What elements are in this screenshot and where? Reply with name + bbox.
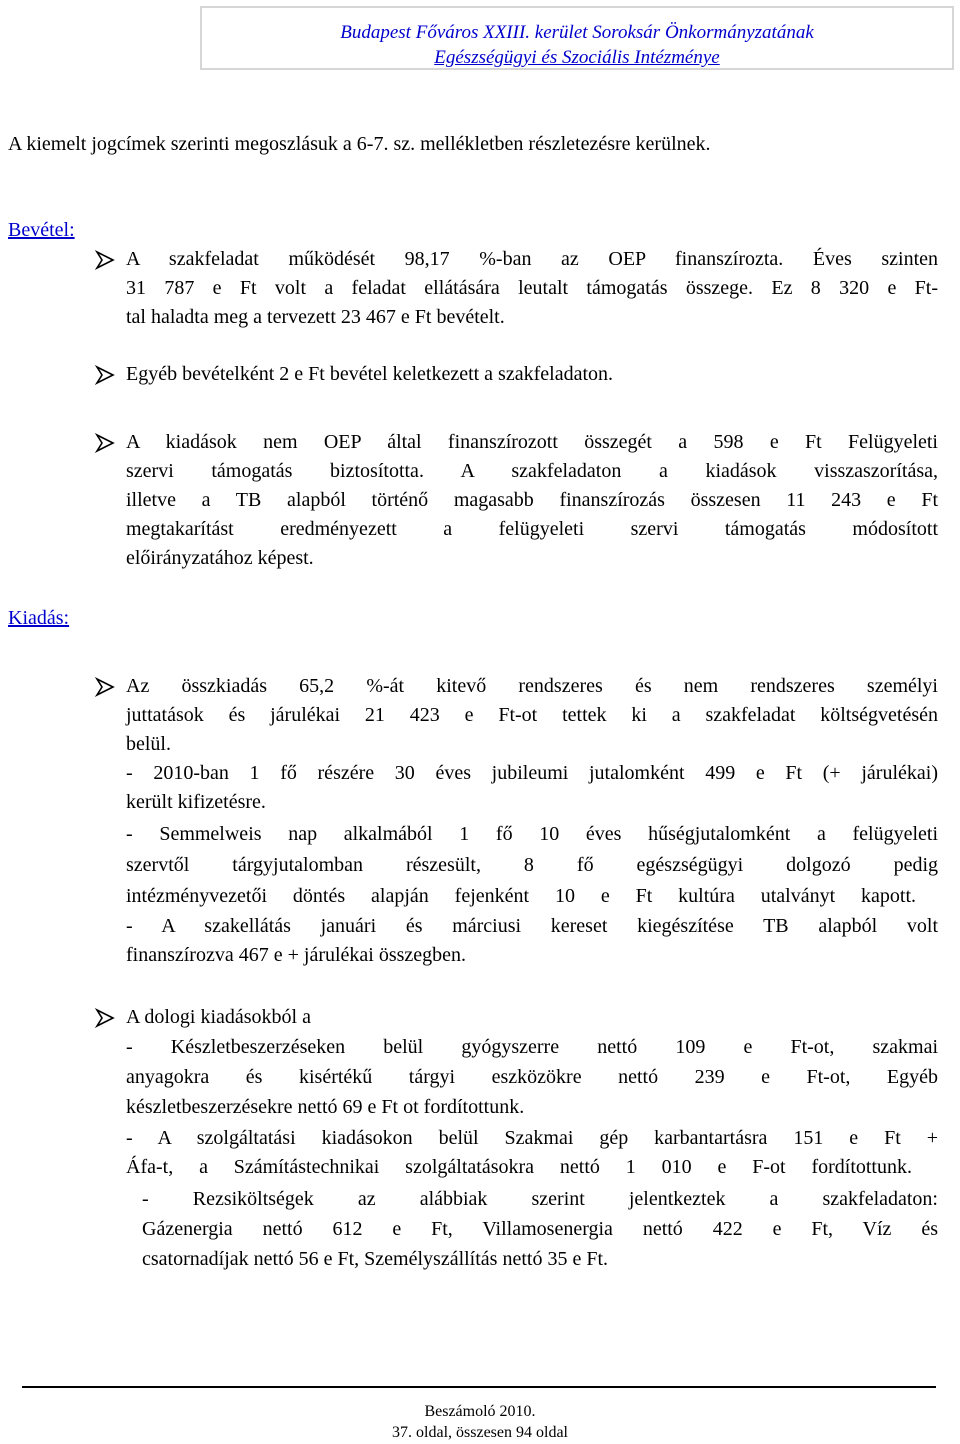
section-label-bevetel: Bevétel: xyxy=(8,219,75,241)
bevetel-item-3-line-2: szervi támogatás biztosította. A szakfeladaton a kiadások visszaszorítása, xyxy=(126,460,938,482)
bevetel-item-2: Egyéb bevételként 2 e Ft bevétel keletkezett a szakfeladaton. xyxy=(126,363,614,385)
kiadas-personal-line-5: került kifizetésre. xyxy=(126,791,266,813)
kiadas-dologi-line-6: Áfa-t, a Számítástechnikai szolgáltatásokra nettó 1 010 e F-ot fordítottunk. xyxy=(126,1156,912,1178)
footer-divider xyxy=(22,1386,936,1388)
bevetel-item-1-line-2: 31 787 e Ft volt a feladat ellátására leutalt támogatás összege. Ez 8 320 e Ft- xyxy=(126,277,938,299)
kiadas-dologi-line-2: - Készletbeszerzéseken belül gyógyszerre nettó 109 e Ft-ot, szakmai xyxy=(126,1036,938,1058)
bevetel-item-3-line-5: előirányzatához képest. xyxy=(126,547,314,569)
kiadas-rezsi-line-3: csatornadíjak nettó 56 e Ft, Személyszállítás nettó 35 e Ft. xyxy=(142,1248,609,1270)
kiadas-personal-line-4: - 2010-ban 1 fő részére 30 éves jubileumi jutalomként 499 e Ft (+ járulékai) xyxy=(126,762,938,784)
bevetel-item-1-line-3: tal haladta meg a tervezett 23 467 e Ft bevételt. xyxy=(126,306,505,328)
kiadas-rezsi-line-1: - Rezsiköltségek az alábbiak szerint jelentkeztek a szakfeladaton: xyxy=(142,1188,938,1210)
arrow-bullet-icon xyxy=(94,432,116,454)
kiadas-personal-line-10: finanszírozva 467 e + járulékai összegben. xyxy=(126,944,467,966)
header-institution-line1: Budapest Főváros XXIII. kerület Soroksár Önkormányzatának xyxy=(340,22,814,43)
header-institution-line2: Egészségügyi és Szociális Intézménye xyxy=(434,47,720,68)
bevetel-item-3-line-1: A kiadások nem OEP által finanszírozott összegét a 598 e Ft Felügyeleti xyxy=(126,431,938,453)
arrow-bullet-icon xyxy=(94,676,116,698)
kiadas-dologi-line-5: - A szolgáltatási kiadásokon belül Szakmai gép karbantartásra 151 e Ft + xyxy=(126,1127,938,1149)
arrow-bullet-icon xyxy=(94,249,116,271)
bevetel-item-1-line-1: A szakfeladat működését 98,17 %-ban az OEP finanszírozta. Éves szinten xyxy=(126,248,938,270)
kiadas-personal-line-2: juttatások és járulékai 21 423 e Ft-ot tettek ki a szakfeladat költségvetésén xyxy=(126,704,938,726)
kiadas-personal-line-3: belül. xyxy=(126,733,171,755)
section-label-kiadas: Kiadás: xyxy=(8,607,70,629)
bevetel-item-3-line-3: illetve a TB alapból történő magasabb finanszírozás összesen 11 243 e Ft xyxy=(126,489,938,511)
footer-page-number: 37. oldal, összesen 94 oldal xyxy=(392,1424,568,1441)
kiadas-personal-line-9: - A szakellátás januári és márciusi kereset kiegészítése TB alapból volt xyxy=(126,915,938,937)
kiadas-dologi-line-3: anyagokra és kisértékű tárgyi eszközökre nettó 239 e Ft-ot, Egyéb xyxy=(126,1066,938,1088)
footer-report-title: Beszámoló 2010. xyxy=(424,1403,536,1420)
kiadas-dologi-line-4: készletbeszerzésekre nettó 69 e Ft ot fordítottunk. xyxy=(126,1096,525,1118)
kiadas-personal-line-1: Az összkiadás 65,2 %-át kitevő rendszeres és nem rendszeres személyi xyxy=(126,675,938,697)
kiadas-rezsi-line-2: Gázenergia nettó 612 e Ft, Villamosenergia nettó 422 e Ft, Víz és xyxy=(142,1218,938,1240)
bevetel-item-3-line-4: megtakarítást eredményezett a felügyeleti szervi támogatás módosított xyxy=(126,518,938,540)
arrow-bullet-icon xyxy=(94,364,116,386)
kiadas-personal-line-6: - Semmelweis nap alkalmából 1 fő 10 éves hűségjutalomként a felügyeleti xyxy=(126,823,938,845)
kiadas-personal-line-7: szervtől tárgyjutalomban részesült, 8 fő egészségügyi dolgozó pedig xyxy=(126,854,938,876)
kiadas-dologi-line-1: A dologi kiadásokból a xyxy=(126,1006,311,1028)
kiadas-personal-line-8: intézményvezetői döntés alapján fejenként 10 e Ft kultúra utalványt kapott. xyxy=(126,885,916,907)
arrow-bullet-icon xyxy=(94,1007,116,1029)
intro-paragraph: A kiemelt jogcímek szerinti megoszlásuk a 6-7. sz. mellékletben részletezésre kerülnek. xyxy=(8,133,711,155)
